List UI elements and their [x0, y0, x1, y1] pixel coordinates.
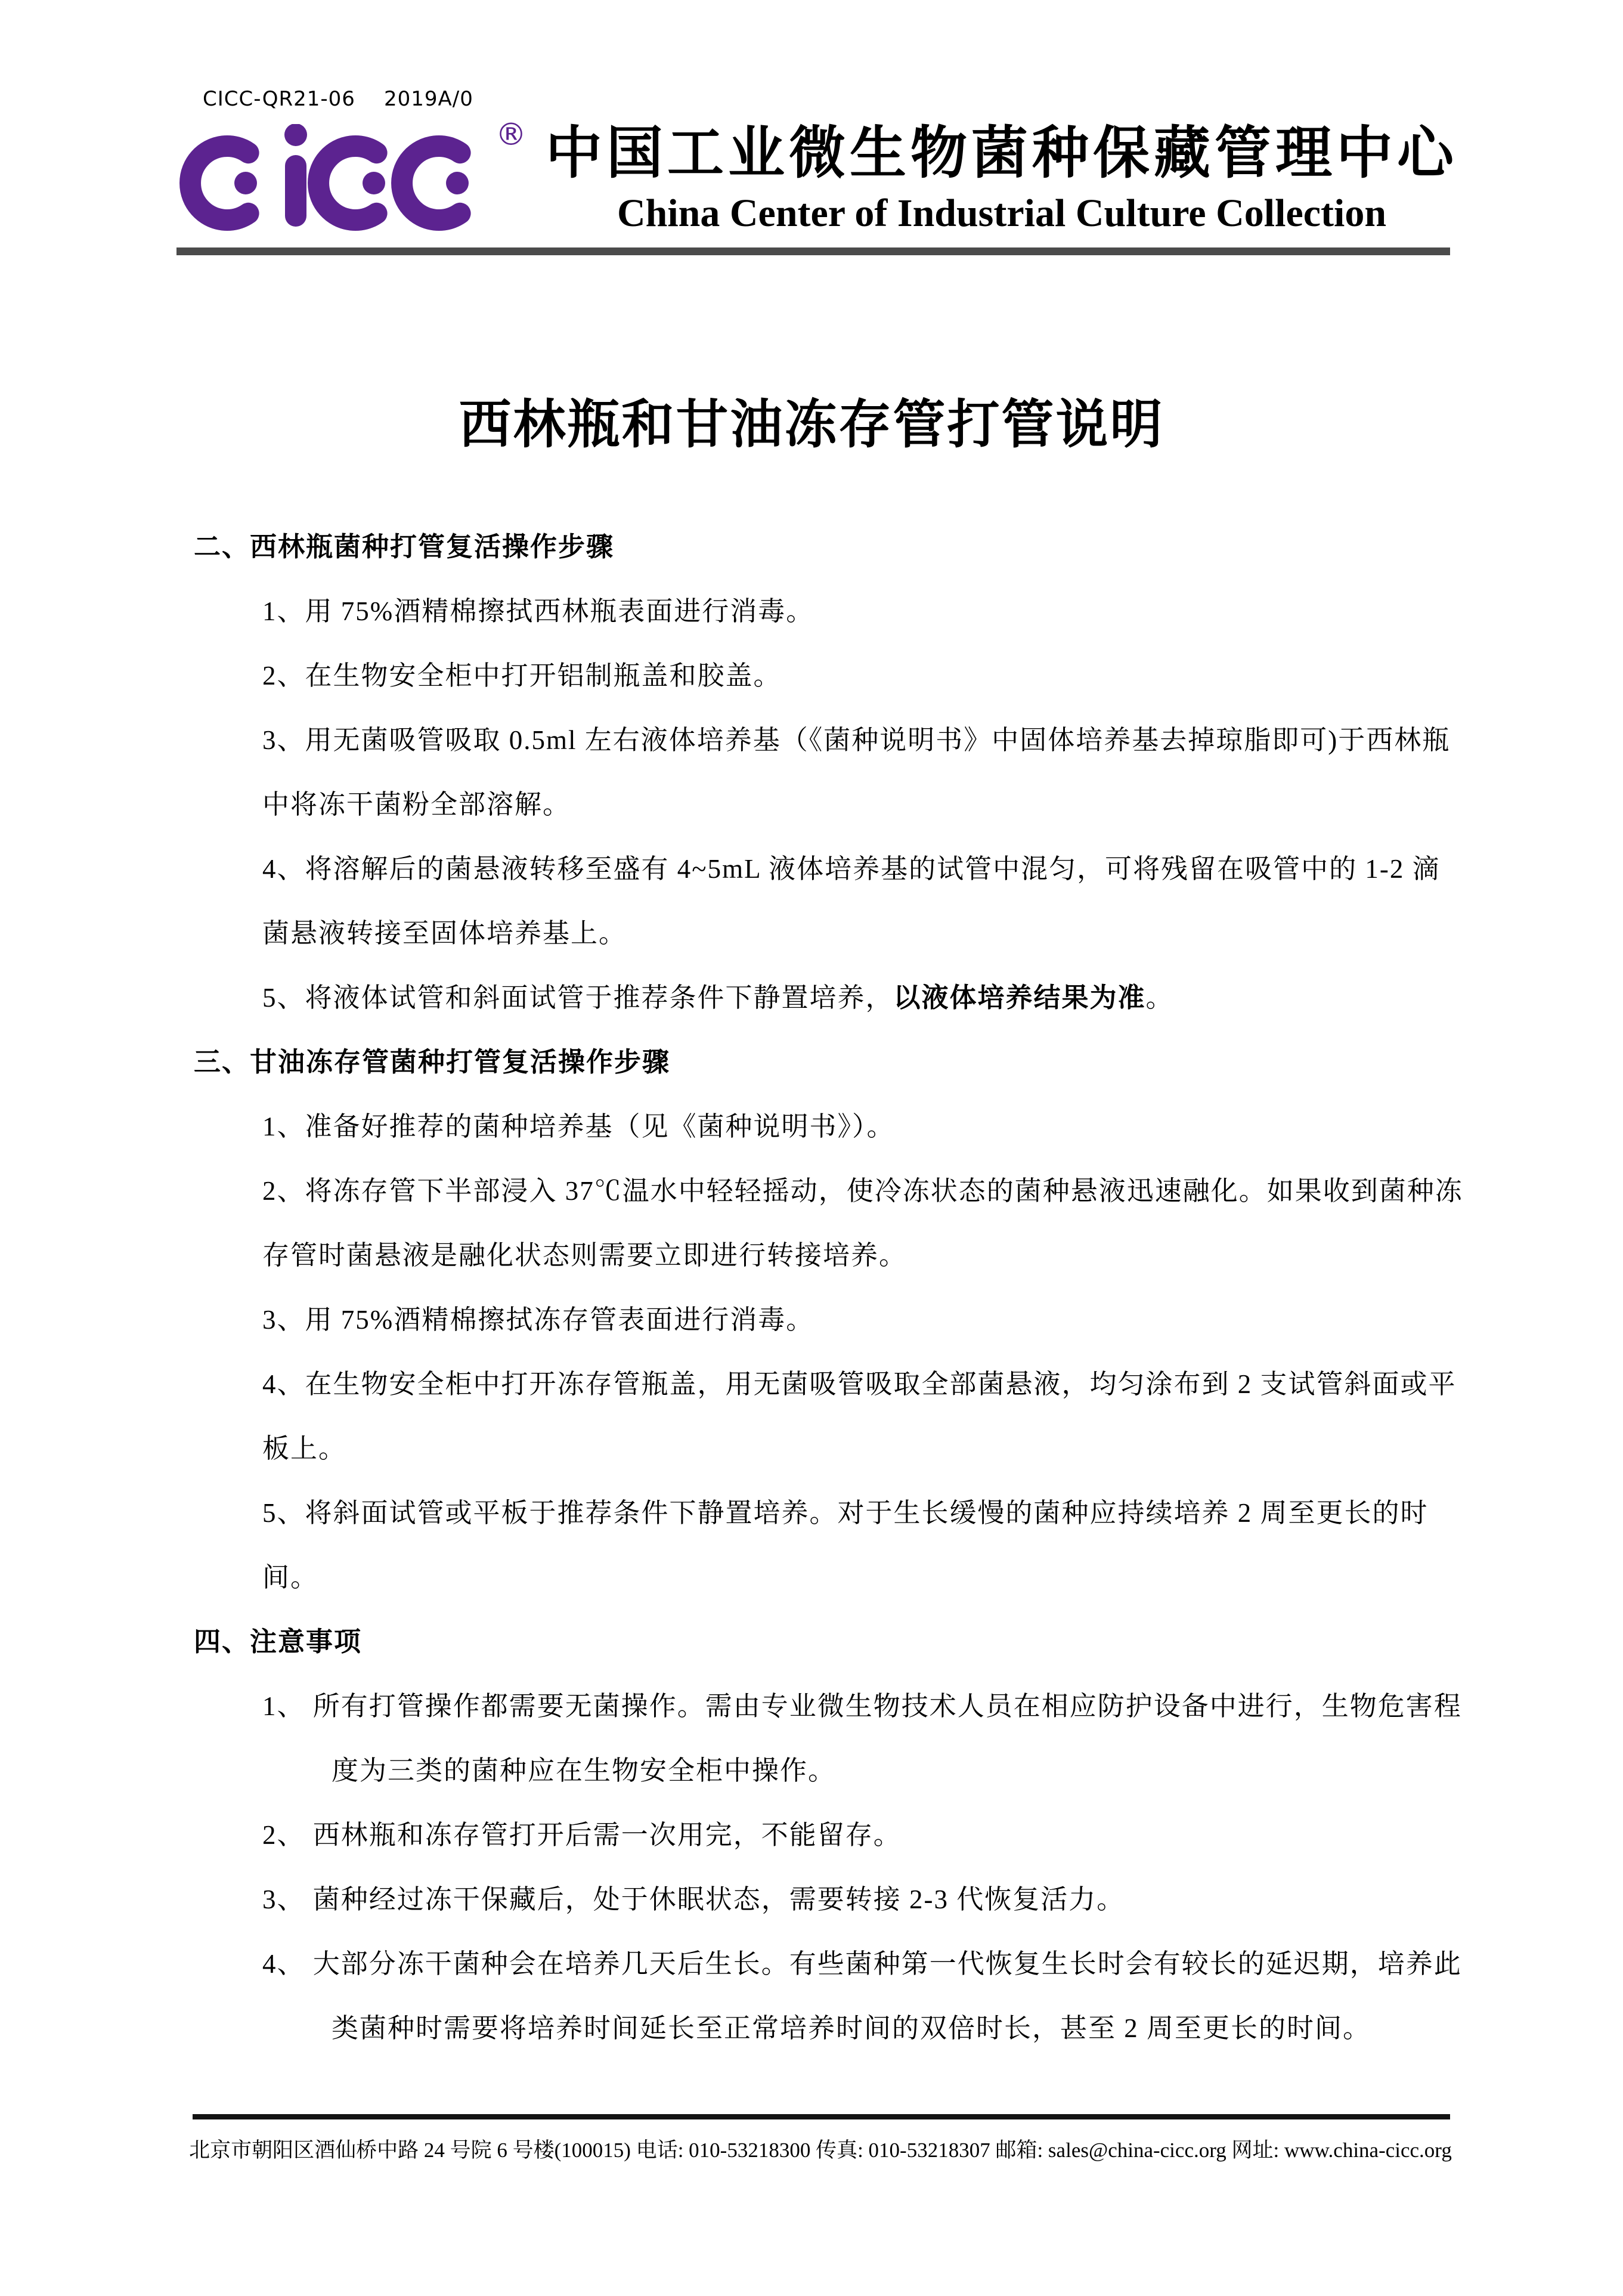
- doc-sections: [194, 515, 1467, 2060]
- footer-divider: [193, 2114, 1450, 2119]
- step-text-bold: 以液体培养结果为准: [893, 983, 1146, 1013]
- step-text: 3、用无菌吸管吸取 0.5ml 左右液体培养基（《菌种说明书》中固体培养基去掉琼脂即可)于西林瓶中将冻干菌粉全部溶解。: [262, 725, 1451, 819]
- header: [179, 117, 1467, 240]
- step-text: 2、在生物安全柜中打开铝制瓶盖和胶盖。: [262, 661, 782, 691]
- step-item: [262, 1094, 1467, 1159]
- section-heading: 二、西林瓶菌种打管复活操作步骤: [194, 532, 615, 562]
- doc-code: [203, 87, 473, 111]
- org-name-cn: 中国工业微生物菌种保藏管理中心: [546, 122, 1458, 185]
- step-text: 5、将液体试管和斜面试管于推荐条件下静置培养，: [262, 983, 894, 1013]
- cicc-logo: [179, 117, 526, 240]
- footer: [170, 2114, 1471, 2164]
- org-name-en: China Center of Industrial Culture Collection: [617, 191, 1387, 235]
- footer-contact-line: 北京市朝阳区酒仙桥中路 24 号院 6 号楼(100015) 电话: 010-53218300 传真: 010-53218307 邮箱: sales@china-cicc.org 网址: www.china-cicc.org: [189, 2139, 1452, 2162]
- step-text: 2、将冻存管下半部浸入 37℃温水中轻轻摇动，使冷冻状态的菌种悬液迅速融化。如果收到菌种冻存管时菌悬液是融化状态则需要立即进行转接培养。: [262, 1176, 1463, 1270]
- header-divider: [176, 247, 1450, 255]
- step-text: 1、 所有打管操作都需要无菌操作。需由专业微生物技术人员在相应防护设备中进行，生物危害程度为三类的菌种应在生物安全柜中操作。: [262, 1691, 1462, 1786]
- step-text: 4、在生物安全柜中打开冻存管瓶盖，用无菌吸管吸取全部菌悬液，均匀涂布到 2 支试管斜面或平板上。: [262, 1369, 1457, 1463]
- step-item: [262, 1352, 1467, 1481]
- registered-trademark-icon: ®: [495, 117, 526, 153]
- step-text: 。: [1145, 983, 1174, 1013]
- step-text: 1、准备好推荐的菌种培养基（见《菌种说明书》）。: [262, 1112, 895, 1141]
- step-text: 4、将溶解后的菌悬液转移至盛有 4~5mL 液体培养基的试管中混匀，可将残留在吸管中的 1-2 滴菌悬液转接至固体培养基上。: [262, 854, 1441, 948]
- step-item: [262, 1288, 1467, 1352]
- doc-code-revision: 2019A/0: [383, 87, 473, 111]
- step-item: [262, 579, 1467, 643]
- step-item: [262, 1867, 1467, 1932]
- step-text: 3、 菌种经过冻干保藏后，处于休眠状态，需要转接 2-3 代恢复活力。: [262, 1885, 1125, 1914]
- step-item: [262, 837, 1467, 966]
- section: [194, 1610, 1467, 2060]
- org-names: [546, 124, 1458, 235]
- section: [194, 515, 1467, 1030]
- step-text: 1、用 75%酒精棉擦拭西林瓶表面进行消毒。: [262, 596, 814, 626]
- cicc-logo-icon: [179, 124, 489, 240]
- step-item: [262, 1481, 1467, 1610]
- doc-code-number: CICC-QR21-06: [203, 87, 355, 111]
- section-heading: 三、甘油冻存管菌种打管复活操作步骤: [194, 1047, 671, 1077]
- section-heading: 四、注意事项: [194, 1627, 363, 1657]
- step-item: [262, 1803, 1467, 1867]
- step-item: [262, 643, 1467, 708]
- step-item: [262, 1932, 1467, 2060]
- step-text: 2、 西林瓶和冻存管打开后需一次用完，不能留存。: [262, 1820, 902, 1850]
- page-title: 西林瓶和甘油冻存管打管说明: [459, 396, 1164, 454]
- step-text: 5、将斜面试管或平板于推荐条件下静置培养。对于生长缓慢的菌种应持续培养 2 周至更长的时间。: [262, 1498, 1429, 1592]
- step-text: 3、用 75%酒精棉擦拭冻存管表面进行消毒。: [262, 1305, 814, 1335]
- step-item: [262, 966, 1467, 1030]
- section: [194, 1030, 1467, 1610]
- step-item: [262, 1674, 1467, 1803]
- step-text: 4、 大部分冻干菌种会在培养几天后生长。有些菌种第一代恢复生长时会有较长的延迟期，培养此类菌种时需要将培养时间延长至正常培养时间的双倍时长，甚至 2 周至更长的时间。: [262, 1949, 1462, 2043]
- step-item: [262, 708, 1467, 837]
- step-item: [262, 1159, 1467, 1288]
